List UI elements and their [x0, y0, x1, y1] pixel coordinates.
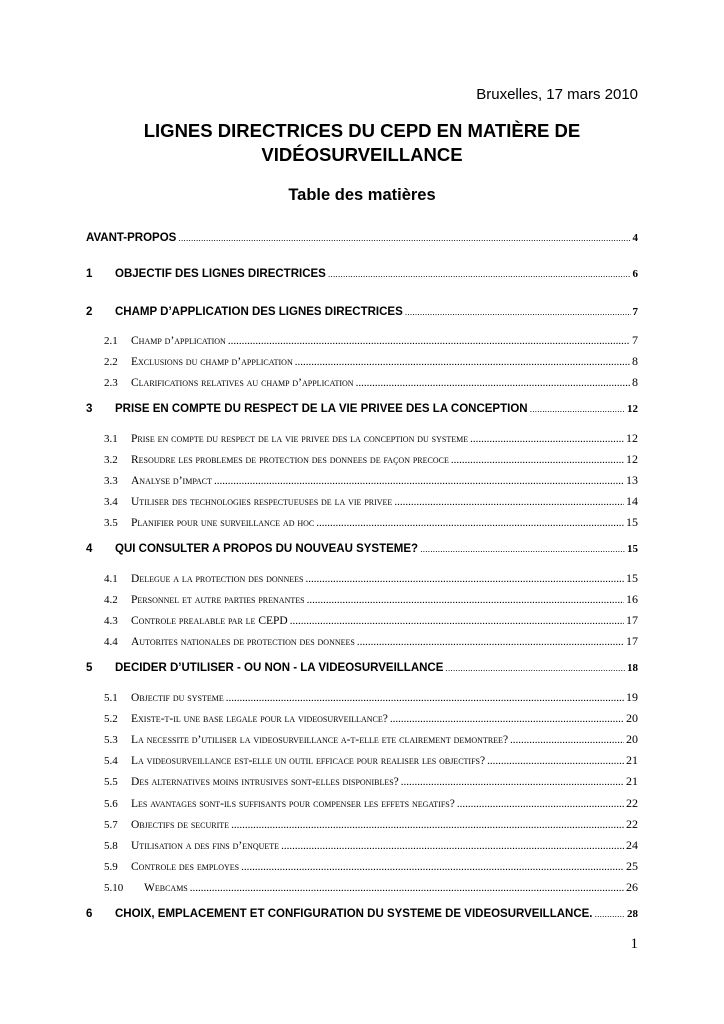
- toc-entry-page: 26: [626, 880, 638, 894]
- toc-entry-label: Clarifications relatives au champ d’application: [131, 377, 354, 389]
- toc-entry-page: 8: [632, 354, 638, 368]
- toc-entry-number: 5.7: [104, 819, 118, 831]
- toc-entry-number: 5.10: [104, 882, 124, 894]
- toc-entry-number: 3.2: [104, 454, 118, 466]
- toc-section-entry[interactable]: [104, 753, 638, 768]
- document-title-line-1: LIGNES DIRECTRICES DU CEPD EN MATIÈRE DE: [143, 120, 581, 141]
- toc-entry-number: 2.1: [104, 335, 118, 347]
- toc-leader-dots: [470, 433, 624, 445]
- toc-section-entry[interactable]: [104, 796, 638, 811]
- toc-entry-page: 7: [632, 333, 638, 347]
- toc-entry-page: 20: [626, 711, 638, 725]
- toc-entry-label: CHAMP D’APPLICATION DES LIGNES DIRECTRICES: [115, 306, 403, 318]
- toc-entry-page: 15: [626, 571, 638, 585]
- toc-entry-label: Prise en compte du respect de la vie privee des la conception du systeme: [131, 433, 469, 445]
- toc-entry-number: 4.4: [104, 636, 118, 648]
- toc-entry-label: PRISE EN COMPTE DU RESPECT DE LA VIE PRIVÉE DÈS LA CONCEPTION: [115, 403, 528, 415]
- toc-entry-page: 16: [626, 592, 638, 606]
- toc-entry-page: 7: [632, 306, 638, 318]
- toc-section-entry[interactable]: [104, 375, 638, 390]
- toc-entry-number: 4.3: [104, 615, 118, 627]
- toc-leader-dots: [510, 734, 624, 746]
- toc-chapter-entry[interactable]: [86, 543, 638, 555]
- toc-leader-dots: [401, 776, 624, 788]
- toc-entry-label: Autorites nationales de protection des donnees: [131, 636, 355, 648]
- toc-entry-label: OBJECTIF DES LIGNES DIRECTRICES: [115, 268, 326, 280]
- toc-entry-label: QUI CONSULTER A PROPOS DU NOUVEAU SYSTEME?: [115, 543, 419, 555]
- toc-section-entry[interactable]: [104, 690, 638, 705]
- toc-chapter-entry[interactable]: [86, 403, 638, 415]
- toc-entry-number: 3.5: [104, 517, 118, 529]
- toc-entry-label: La necessite d’utiliser la videosurveillance a-t-elle ete clairement demontree?: [131, 734, 509, 746]
- toc-leader-dots: [307, 594, 624, 606]
- toc-entry-page: 4: [632, 232, 638, 244]
- toc-leader-dots: [457, 798, 624, 810]
- toc-entry-number: 5.1: [104, 692, 118, 704]
- toc-chapter-entry[interactable]: [86, 908, 638, 920]
- toc-entry-number: 1: [86, 268, 93, 280]
- toc-entry-number: 3.3: [104, 475, 118, 487]
- toc-entry-label: Analyse d’impact: [131, 475, 213, 487]
- toc-section-entry[interactable]: [104, 515, 638, 530]
- toc-section-entry[interactable]: [104, 452, 638, 467]
- toc-chapter-entry[interactable]: [86, 268, 638, 280]
- toc-leader-dots: [451, 454, 624, 466]
- toc-entry-number: 5: [86, 662, 93, 674]
- toc-entry-label: AVANT-PROPOS: [86, 232, 177, 244]
- toc-entry-number: 6: [86, 908, 93, 920]
- toc-leader-dots: [390, 713, 624, 725]
- toc-leader-dots: [241, 861, 624, 873]
- toc-entry-number: 4.2: [104, 594, 118, 606]
- toc-section-entry[interactable]: [104, 613, 638, 628]
- toc-leader-dots: [356, 377, 630, 389]
- toc-leader-dots: [316, 517, 624, 529]
- toc-entry-label: La videosurveillance est-elle un outil efficace pour realiser les objectifs?: [131, 755, 486, 767]
- toc-entry-label: Utiliser des technologies respectueuses de la vie privee: [131, 496, 393, 508]
- toc-entry-number: 2.3: [104, 377, 118, 389]
- toc-chapter-entry[interactable]: [86, 306, 638, 318]
- toc-entry-label: Delegue a la protection des donnees: [131, 573, 304, 585]
- toc-entry-page: 12: [626, 431, 638, 445]
- toc-entry-number: 5.5: [104, 776, 118, 788]
- toc-entry-page: 15: [626, 515, 638, 529]
- toc-section-entry[interactable]: [104, 473, 638, 488]
- toc-entry-number: 3.4: [104, 496, 118, 508]
- toc-entry-page: 14: [626, 494, 638, 508]
- toc-entry-page: 18: [627, 662, 638, 674]
- toc-leader-dots: [394, 496, 624, 508]
- toc-leader-dots: [445, 662, 625, 674]
- toc-leader-dots: [305, 573, 624, 585]
- toc-entry-page: 13: [626, 473, 638, 487]
- toc-entry-number: 5.8: [104, 840, 118, 852]
- toc-leader-dots: [290, 615, 624, 627]
- toc-entry-page: 21: [626, 753, 638, 767]
- toc-entry-label: Utilisation a des fins d’enquete: [131, 840, 280, 852]
- toc-entry-label: Resoudre les problemes de protection des donnees de façon precoce: [131, 454, 449, 466]
- toc-entry-label: Exclusions du champ d’application: [131, 356, 293, 368]
- toc-entry-page: 20: [626, 732, 638, 746]
- date-line: Bruxelles, 17 mars 2010: [476, 86, 638, 103]
- toc-entry-number: 3: [86, 403, 93, 415]
- toc-entry-number: 3.1: [104, 433, 118, 445]
- page-number: 1: [630, 936, 638, 952]
- toc-entry-label: DECIDER D’UTILISER - OU NON - LA VIDEOSURVEILLANCE: [115, 662, 444, 674]
- toc-entry-number: 5.6: [104, 798, 118, 810]
- toc-entry-label: Webcams: [144, 882, 188, 894]
- toc-entry-page: 17: [626, 634, 638, 648]
- toc-section-entry[interactable]: [104, 571, 638, 586]
- toc-entry-label: Controle prealable par le CEPD: [131, 615, 288, 627]
- toc-section-entry[interactable]: [104, 634, 638, 649]
- toc-section-entry[interactable]: [104, 774, 638, 789]
- toc-section-entry[interactable]: [104, 711, 638, 726]
- toc-entry-number: 5.4: [104, 755, 118, 767]
- toc-entry-number: 4: [86, 543, 93, 555]
- toc-heading: Table des matières: [288, 186, 436, 204]
- toc-entry-label: Existe-t-il une base legale pour la videosurveillance?: [131, 713, 388, 725]
- toc-entry-label: Objectif du systeme: [131, 692, 224, 704]
- toc-leader-dots: [281, 840, 624, 852]
- toc-entry-number: 4.1: [104, 573, 118, 585]
- toc-entry-page: 6: [632, 268, 638, 280]
- toc-section-entry[interactable]: [104, 592, 638, 607]
- toc-section-entry[interactable]: [104, 880, 638, 895]
- toc-entry-number: 5.9: [104, 861, 118, 873]
- toc-entry-label: Des alternatives moins intrusives sont-elles disponibles?: [131, 776, 399, 788]
- toc-entry-page: 24: [626, 838, 638, 852]
- toc-leader-dots: [530, 403, 625, 415]
- toc-entry-label: CHOIX, EMPLACEMENT ET CONFIGURATION DU SYSTEME DE VIDEOSURVEILLANCE.: [115, 908, 593, 920]
- toc-leader-dots: [405, 306, 631, 318]
- toc-leader-dots: [231, 819, 624, 831]
- document-title-line-2: VIDÉOSURVEILLANCE: [261, 144, 463, 165]
- toc-entry-page: 8: [632, 375, 638, 389]
- toc-section-entry[interactable]: [104, 431, 638, 446]
- toc-leader-dots: [295, 356, 630, 368]
- toc-chapter-entry[interactable]: [86, 662, 638, 674]
- toc-entry-number: 2.2: [104, 356, 118, 368]
- toc-section-entry[interactable]: [104, 817, 638, 832]
- toc-leader-dots: [190, 882, 624, 894]
- toc-entry-number: 2: [86, 306, 93, 318]
- toc-section-entry[interactable]: [104, 859, 638, 874]
- toc-entry-page: 28: [627, 908, 638, 920]
- toc-entry-page: 12: [626, 452, 638, 466]
- toc-section-entry[interactable]: [104, 494, 638, 509]
- toc-entry-number: 5.3: [104, 734, 118, 746]
- toc-leader-dots: [228, 335, 630, 347]
- toc-entry-label: Planifier pour une surveillance ad hoc: [131, 517, 315, 529]
- toc-entry-label: Controle des employes: [131, 861, 240, 873]
- toc-entry-page: 15: [627, 543, 638, 555]
- toc-section-entry[interactable]: [104, 732, 638, 747]
- toc-entry-label: Les avantages sont-ils suffisants pour compenser les effets negatifs?: [131, 798, 455, 810]
- toc-entry-page: 25: [626, 859, 638, 873]
- toc-leader-dots: [328, 268, 631, 280]
- toc-entry-page: 22: [626, 796, 638, 810]
- toc-entry-page: 19: [626, 690, 638, 704]
- toc-leader-dots: [487, 755, 624, 767]
- toc-entry-page: 22: [626, 817, 638, 831]
- toc-leader-dots: [420, 543, 625, 555]
- toc-entry-page: 21: [626, 774, 638, 788]
- toc-section-entry[interactable]: [104, 354, 638, 369]
- toc-leader-dots: [214, 475, 624, 487]
- toc-leader-dots: [357, 636, 624, 648]
- toc-entry-number: 5.2: [104, 713, 118, 725]
- toc-entry-label: Objectifs de securite: [131, 819, 230, 831]
- toc-leader-dots: [595, 908, 626, 920]
- toc-section-entry[interactable]: [104, 838, 638, 853]
- toc-entry-label: Champ d’application: [131, 335, 226, 347]
- toc-entry-page: 12: [627, 403, 638, 415]
- toc-chapter-entry[interactable]: [86, 232, 638, 244]
- toc-section-entry[interactable]: [104, 333, 638, 348]
- toc-entry-page: 17: [626, 613, 638, 627]
- toc-leader-dots: [178, 232, 630, 244]
- toc-entry-label: Personnel et autre parties prenantes: [131, 594, 305, 606]
- toc-leader-dots: [226, 692, 624, 704]
